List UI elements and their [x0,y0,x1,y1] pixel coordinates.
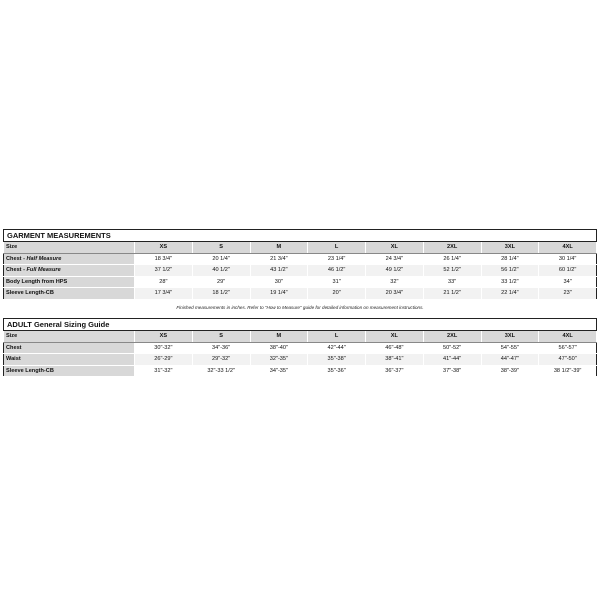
header-cell: XL [366,331,424,343]
table-cell: 26"-29" [135,354,193,366]
table-cell: 42"-44" [308,342,366,354]
table-cell: 56"-57" [539,342,597,354]
table-cell: 36"-37" [366,365,424,377]
table-cell: 18 1/2" [192,288,250,300]
row-label [4,276,135,288]
table-title: ADULT General Sizing Guide [4,319,597,331]
table-cell: 29" [192,276,250,288]
table-cell: 32"-33 1/2" [192,365,250,377]
header-cell: 3XL [481,331,539,343]
table-cell: 38"-40" [250,342,308,354]
row-label: Waist [4,354,135,366]
table-cell: 20 3/4" [366,288,424,300]
table-cell: 43 1/2" [250,265,308,277]
table-cell: 49 1/2" [366,265,424,277]
table-cell: 26 1/4" [423,253,481,265]
table-cell: 32"-35" [250,354,308,366]
header-cell: 2XL [423,242,481,254]
table-cell: 37 1/2" [135,265,193,277]
table-cell: 34"-36" [192,342,250,354]
row-label: Chest [4,342,135,354]
table-cell: 35"-38" [308,354,366,366]
header-row [4,242,597,254]
table-cell: 22 1/4" [481,288,539,300]
table-cell: 41"-44" [423,354,481,366]
table-cell: 38 1/2"-39" [539,365,597,377]
row-label [4,253,135,265]
table-row [4,253,597,265]
header-cell: L [308,242,366,254]
table-cell: 46 1/2" [308,265,366,277]
header-cell: Size [4,242,135,254]
header-cell: L [308,331,366,343]
table-row [4,354,597,366]
header-cell: 2XL [423,331,481,343]
table-cell: 19 1/4" [250,288,308,300]
table-cell: 50"-52" [423,342,481,354]
header-cell: 4XL [539,242,597,254]
table-cell: 31"-32" [135,365,193,377]
table-cell: 40 1/2" [192,265,250,277]
table-cell: 32" [366,276,424,288]
header-cell: 3XL [481,242,539,254]
table-cell: 29"-32" [192,354,250,366]
table-cell: 37"-38" [423,365,481,377]
table-cell: 33 1/2" [481,276,539,288]
header-row [4,331,597,343]
table-cell: 21 3/4" [250,253,308,265]
table-title: GARMENT MEASUREMENTS [4,230,597,242]
row-label: Sleeve Length-CB [4,365,135,377]
header-cell: 4XL [539,331,597,343]
header-cell: M [250,331,308,343]
table-cell: 44"-47" [481,354,539,366]
table-cell: 23 1/4" [308,253,366,265]
measurement-note: Finished measurements in inches. Refer to "How to Measure" guide for detailed information on measurement instructions. [176,305,424,310]
table-cell: 34"-35" [250,365,308,377]
table-cell: 56 1/2" [481,265,539,277]
table-row [4,265,597,277]
table-cell: 24 3/4" [366,253,424,265]
table-cell: 28" [135,276,193,288]
header-cell: XS [135,331,193,343]
table-cell: 23" [539,288,597,300]
table-cell: 38"-41" [366,354,424,366]
table-cell: 46"-48" [366,342,424,354]
table-row [4,288,597,300]
garment-measurements-table [3,229,597,300]
table-cell: 60 1/2" [539,265,597,277]
row-label [4,265,135,277]
table-cell: 33" [423,276,481,288]
table-cell: 38"-39" [481,365,539,377]
row-label-emphasis: Full Measure [26,267,61,274]
table-cell: 30 1/4" [539,253,597,265]
table-cell: 52 1/2" [423,265,481,277]
table-cell: 30" [250,276,308,288]
row-label [4,288,135,300]
table-cell: 20 1/4" [192,253,250,265]
table-row [4,365,597,377]
row-label-text: Sleeve Length-CB [6,290,54,297]
table-cell: 17 3/4" [135,288,193,300]
row-label-emphasis: Half Measure [26,255,62,262]
header-cell: XS [135,242,193,254]
table-cell: 34" [539,276,597,288]
row-label-text: Chest - [6,267,27,274]
table-cell: 47"-50" [539,354,597,366]
header-cell: S [192,331,250,343]
header-cell: M [250,242,308,254]
table-cell: 18 3/4" [135,253,193,265]
header-cell: Size [4,331,135,343]
header-cell: S [192,242,250,254]
table-cell: 54"-55" [481,342,539,354]
row-label-text: Body Length from HPS [6,278,68,285]
table-cell: 30"-32" [135,342,193,354]
table-row [4,342,597,354]
adult-sizing-guide-table [3,318,597,377]
header-cell: XL [366,242,424,254]
table-cell: 21 1/2" [423,288,481,300]
table-cell: 20" [308,288,366,300]
row-label-text: Chest - [6,255,27,262]
table-cell: 31" [308,276,366,288]
table-row [4,276,597,288]
table-cell: 28 1/4" [481,253,539,265]
table-cell: 35"-36" [308,365,366,377]
